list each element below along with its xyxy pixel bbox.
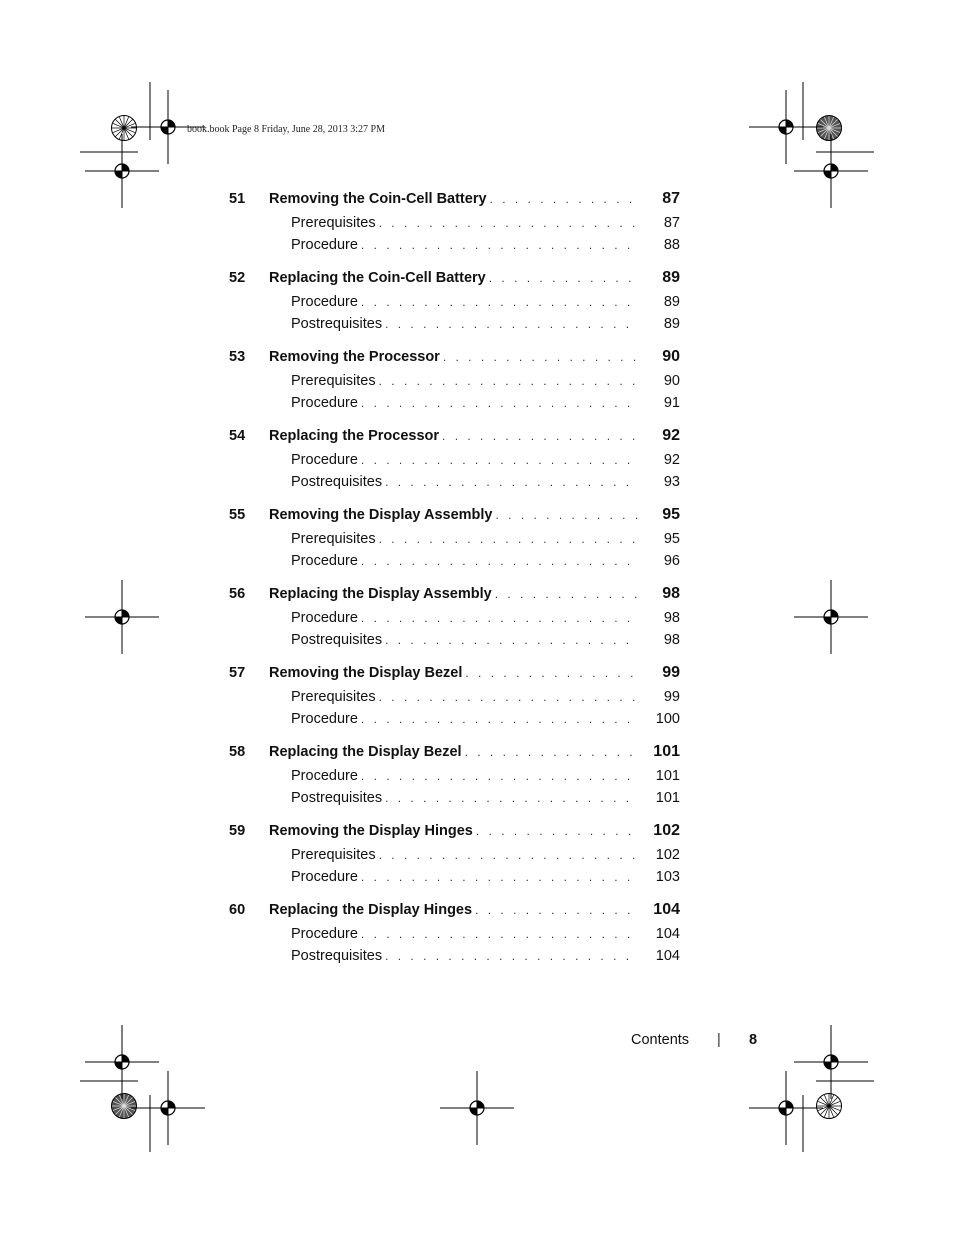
chapter-number: 53 [229,349,246,365]
section-page: 92 [663,452,680,468]
dot-leader [385,949,638,963]
dot-leader [379,690,638,704]
chapter-page: 92 [662,427,680,444]
toc-chapter-entry[interactable] [229,664,680,689]
dot-leader [385,791,638,805]
toc-chapter [229,190,680,259]
registration-mark-icon [131,1071,205,1145]
chapter-page: 101 [653,743,680,760]
toc-section-entry[interactable] [229,790,680,812]
dot-leader [379,216,638,230]
chapter-title: Removing the Display Bezel [269,665,463,681]
starburst-icon [112,1094,137,1119]
section-page: 101 [655,768,680,784]
dot-leader [465,745,638,759]
dot-leader [361,769,638,783]
dot-leader [489,271,638,285]
dot-leader [361,554,638,568]
dot-leader [385,317,638,331]
section-title: Procedure [291,395,358,411]
chapter-title: Replacing the Coin-Cell Battery [269,270,486,286]
section-page: 103 [655,869,680,885]
section-page: 104 [655,948,680,964]
section-page: 88 [663,237,680,253]
registration-mark-icon [794,1025,868,1099]
dot-leader [443,350,638,364]
chapter-page: 95 [662,506,680,523]
toc-chapter-entry[interactable] [229,822,680,847]
dot-leader [361,453,638,467]
table-of-contents [229,190,680,980]
registration-mark-icon [794,134,868,208]
toc-chapter [229,743,680,812]
dot-leader [361,870,638,884]
dot-leader [379,848,638,862]
chapter-title: Removing the Display Hinges [269,823,473,839]
section-page: 98 [663,632,680,648]
toc-chapter-entry[interactable] [229,743,680,768]
dot-leader [385,475,638,489]
section-title: Postrequisites [291,316,383,332]
section-title: Procedure [291,711,358,727]
toc-chapter-entry[interactable] [229,190,680,215]
chapter-title: Removing the Coin-Cell Battery [269,191,487,207]
toc-section-entry[interactable] [229,531,680,553]
dot-leader [361,238,638,252]
toc-section-entry[interactable] [229,294,680,316]
toc-section-entry[interactable] [229,869,680,891]
toc-section-entry[interactable] [229,316,680,338]
section-title: Prerequisites [291,373,376,389]
toc-section-entry[interactable] [229,847,680,869]
chapter-number: 51 [229,191,246,207]
dot-leader [475,903,638,917]
toc-chapter [229,822,680,891]
toc-chapter [229,901,680,970]
starburst-icon [817,1094,842,1119]
dot-leader [442,429,638,443]
chapter-page: 98 [662,585,680,602]
registration-mark-icon [440,1071,514,1145]
section-page: 87 [663,215,680,231]
registration-mark-icon [85,580,159,654]
toc-section-entry[interactable] [229,373,680,395]
chapter-number: 58 [229,744,246,760]
section-page: 91 [663,395,680,411]
toc-chapter-entry[interactable] [229,348,680,373]
dot-leader [476,824,638,838]
chapter-number: 59 [229,823,246,839]
print-slug: book.book Page 8 Friday, June 28, 2013 3:27 PM [187,124,385,135]
section-title: Procedure [291,869,358,885]
chapter-number: 60 [229,902,246,918]
section-page: 98 [663,610,680,626]
registration-mark-icon [85,1025,159,1099]
chapter-page: 104 [653,901,680,918]
chapter-title: Replacing the Display Bezel [269,744,462,760]
section-title: Postrequisites [291,632,383,648]
toc-section-entry[interactable] [229,215,680,237]
section-title: Procedure [291,926,358,942]
section-title: Prerequisites [291,847,376,863]
chapter-page: 99 [662,664,680,681]
section-page: 99 [663,689,680,705]
chapter-title: Removing the Display Assembly [269,507,493,523]
dot-leader [379,374,638,388]
section-title: Prerequisites [291,531,376,547]
footer-label: Contents [631,1032,690,1048]
toc-section-entry[interactable] [229,768,680,790]
section-title: Procedure [291,452,358,468]
registration-mark-icon [749,90,823,164]
section-title: Postrequisites [291,948,383,964]
section-title: Procedure [291,237,358,253]
section-title: Prerequisites [291,215,376,231]
section-page: 100 [655,711,680,727]
registration-mark-icon [749,1071,823,1145]
dot-leader [361,712,638,726]
toc-chapter-entry[interactable] [229,585,680,610]
section-page: 90 [663,373,680,389]
section-page: 102 [655,847,680,863]
toc-section-entry[interactable] [229,689,680,711]
section-page: 89 [663,294,680,310]
chapter-number: 52 [229,270,246,286]
section-page: 89 [663,316,680,332]
section-page: 104 [655,926,680,942]
chapter-number: 56 [229,586,246,602]
chapter-page: 89 [662,269,680,286]
toc-chapter [229,506,680,575]
chapter-page: 90 [662,348,680,365]
chapter-number: 54 [229,428,246,444]
dot-leader [361,295,638,309]
dot-leader [361,927,638,941]
toc-section-entry[interactable] [229,632,680,654]
chapter-title: Replacing the Processor [269,428,440,444]
toc-chapter [229,348,680,417]
footer-separator: | [717,1032,721,1048]
chapter-page: 102 [653,822,680,839]
toc-chapter-entry[interactable] [229,901,680,926]
dot-leader [379,532,638,546]
toc-section-entry[interactable] [229,237,680,259]
chapter-number: 57 [229,665,246,681]
section-title: Procedure [291,294,358,310]
section-page: 93 [663,474,680,490]
section-title: Procedure [291,768,358,784]
dot-leader [495,587,638,601]
toc-chapter [229,427,680,496]
section-title: Procedure [291,610,358,626]
toc-chapter [229,585,680,654]
section-page: 95 [663,531,680,547]
section-title: Procedure [291,553,358,569]
registration-mark-icon [794,580,868,654]
chapter-title: Removing the Processor [269,349,440,365]
section-page: 96 [663,553,680,569]
toc-section-entry[interactable] [229,452,680,474]
dot-leader [361,396,638,410]
toc-section-entry[interactable] [229,395,680,417]
section-title: Postrequisites [291,474,383,490]
section-title: Postrequisites [291,790,383,806]
toc-section-entry[interactable] [229,610,680,632]
toc-section-entry[interactable] [229,948,680,970]
toc-chapter-entry[interactable] [229,427,680,452]
chapter-title: Replacing the Display Hinges [269,902,473,918]
toc-section-entry[interactable] [229,553,680,575]
dot-leader [465,666,638,680]
dot-leader [361,611,638,625]
toc-section-entry[interactable] [229,926,680,948]
dot-leader [385,633,638,647]
toc-section-entry[interactable] [229,474,680,496]
toc-chapter-entry[interactable] [229,506,680,531]
starburst-icon [112,116,137,141]
toc-chapter-entry[interactable] [229,269,680,294]
dot-leader [495,508,638,522]
section-title: Prerequisites [291,689,376,705]
toc-chapter [229,269,680,338]
starburst-icon [817,116,842,141]
chapter-title: Replacing the Display Assembly [269,586,492,602]
section-page: 101 [655,790,680,806]
registration-mark-icon [85,134,159,208]
chapter-number: 55 [229,507,246,523]
dot-leader [490,192,638,206]
page-number: 8 [749,1032,758,1048]
chapter-page: 87 [662,190,680,207]
toc-chapter [229,664,680,733]
toc-section-entry[interactable] [229,711,680,733]
